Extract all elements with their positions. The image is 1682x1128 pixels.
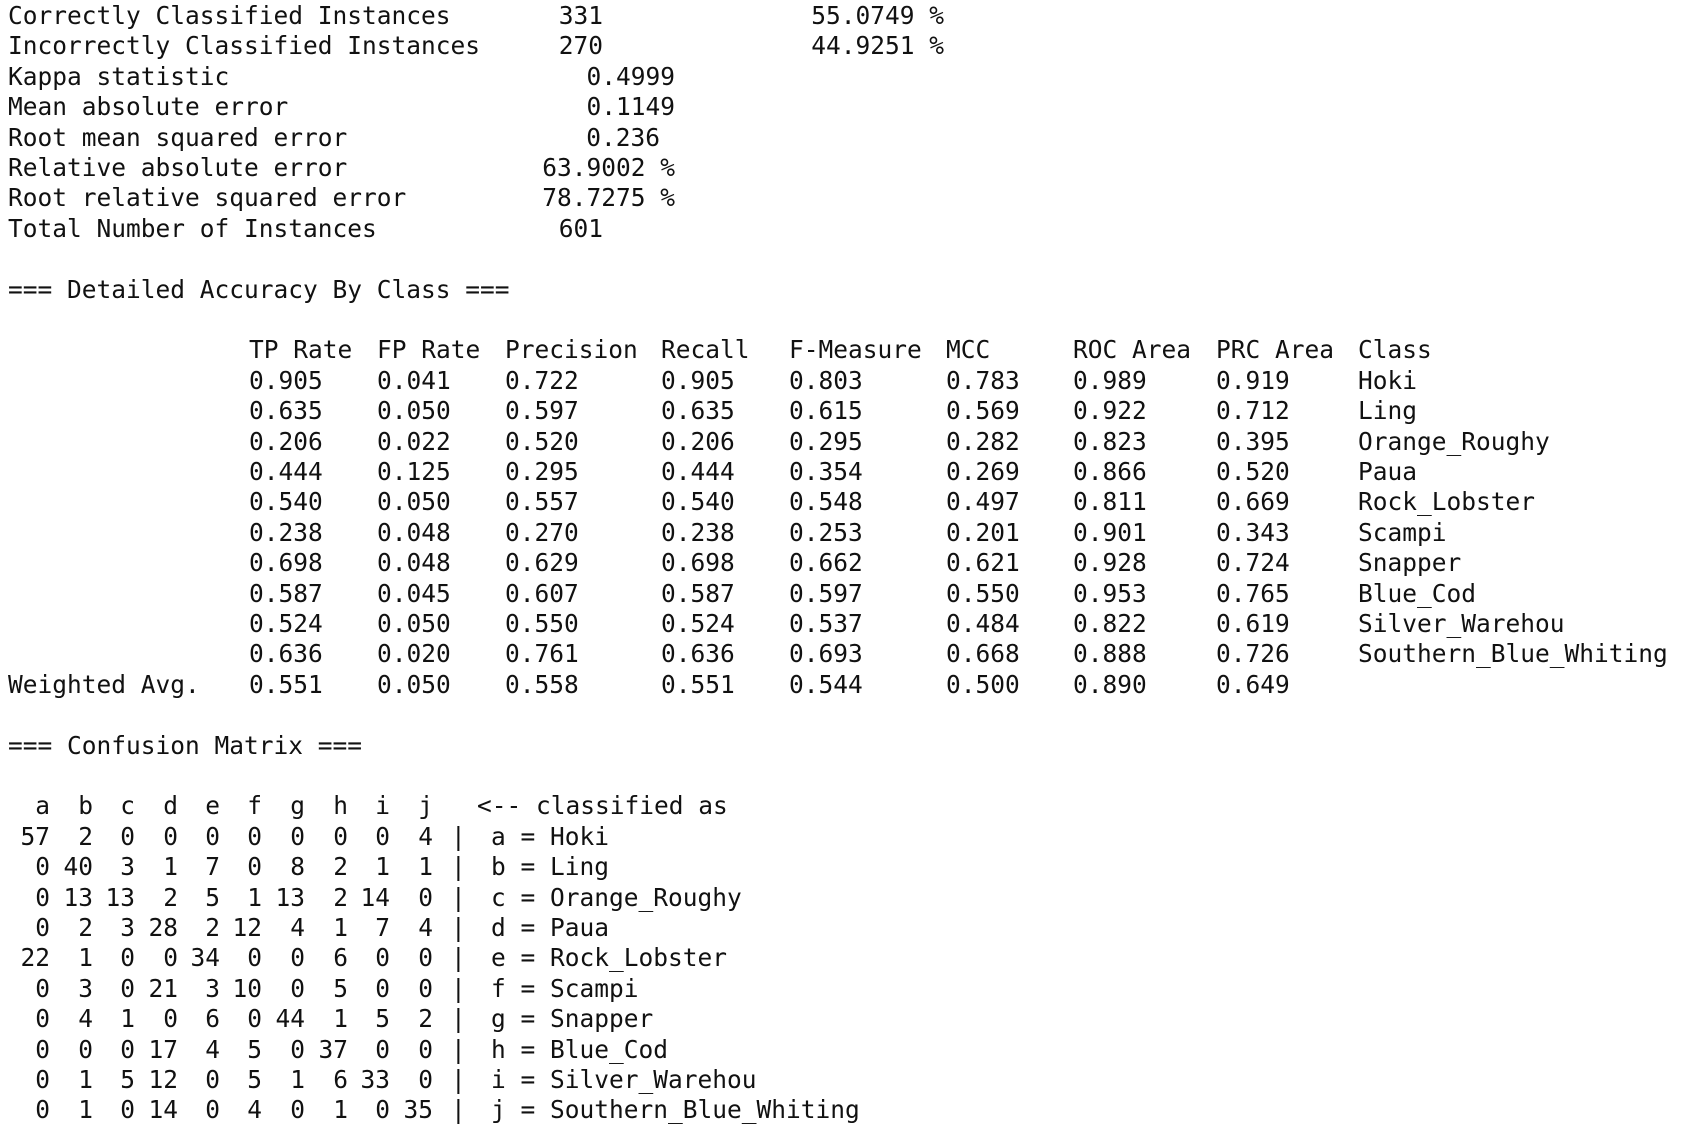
confusion-separator: | bbox=[451, 1004, 466, 1034]
accuracy-header: Recall bbox=[661, 335, 750, 365]
confusion-col-letter: c bbox=[120, 791, 135, 821]
confusion-cell: 0 bbox=[247, 821, 262, 851]
confusion-cell: 1 bbox=[78, 1095, 93, 1125]
classified-as-label: <-- classified as bbox=[477, 791, 728, 821]
confusion-separator: | bbox=[451, 1095, 466, 1125]
confusion-cell: 2 bbox=[418, 1004, 433, 1034]
accuracy-cell: 0.269 bbox=[946, 457, 1020, 486]
accuracy-header: FP Rate bbox=[377, 335, 481, 365]
accuracy-cell: 0.615 bbox=[789, 396, 863, 426]
confusion-col-letter: d bbox=[163, 791, 178, 821]
accuracy-cell: 0.888 bbox=[1073, 639, 1147, 669]
confusion-row-label: j = Southern_Blue_Whiting bbox=[491, 1095, 860, 1125]
summary-label: Mean absolute error bbox=[8, 92, 289, 122]
confusion-separator: | bbox=[451, 821, 466, 851]
confusion-cell: 0 bbox=[163, 1004, 178, 1034]
confusion-cell: 17 bbox=[148, 1034, 178, 1064]
confusion-cell: 5 bbox=[375, 1004, 390, 1034]
confusion-cell: 0 bbox=[375, 973, 390, 1003]
confusion-separator: | bbox=[451, 913, 466, 942]
confusion-title: === Confusion Matrix === bbox=[8, 730, 363, 760]
confusion-cell: 0 bbox=[35, 1004, 50, 1034]
confusion-cell: 4 bbox=[290, 913, 305, 942]
accuracy-cell: 0.890 bbox=[1073, 669, 1147, 699]
confusion-col-letter: h bbox=[333, 791, 348, 821]
accuracy-title: === Detailed Accuracy By Class === bbox=[8, 274, 510, 304]
accuracy-cell: 0.765 bbox=[1216, 578, 1290, 608]
accuracy-cell: 0.558 bbox=[505, 669, 579, 699]
confusion-row-label: c = Orange_Roughy bbox=[491, 882, 742, 912]
accuracy-cell: 0.866 bbox=[1073, 457, 1147, 486]
confusion-cell: 2 bbox=[333, 882, 348, 912]
confusion-cell: 6 bbox=[205, 1004, 220, 1034]
confusion-cell: 0 bbox=[120, 1095, 135, 1125]
confusion-cell: 33 bbox=[360, 1065, 390, 1094]
confusion-row-label: e = Rock_Lobster bbox=[491, 943, 728, 973]
confusion-cell: 6 bbox=[333, 1065, 348, 1094]
confusion-cell: 1 bbox=[78, 943, 93, 973]
confusion-cell: 0 bbox=[247, 1004, 262, 1034]
confusion-cell: 0 bbox=[120, 973, 135, 1003]
confusion-col-letter: a bbox=[35, 791, 50, 821]
accuracy-cell: 0.823 bbox=[1073, 426, 1147, 456]
accuracy-cell: 0.649 bbox=[1216, 669, 1290, 699]
accuracy-cell: 0.811 bbox=[1073, 487, 1147, 517]
confusion-cell: 0 bbox=[418, 973, 433, 1003]
summary-label: Kappa statistic bbox=[8, 61, 230, 91]
confusion-cell: 0 bbox=[35, 913, 50, 942]
accuracy-cell: 0.607 bbox=[505, 578, 579, 608]
accuracy-cell: 0.524 bbox=[661, 609, 735, 638]
accuracy-cell: 0.669 bbox=[1216, 487, 1290, 517]
confusion-col-letter: b bbox=[78, 791, 93, 821]
accuracy-cell: 0.500 bbox=[946, 669, 1020, 699]
accuracy-cell: 0.253 bbox=[789, 517, 863, 547]
accuracy-cell: 0.551 bbox=[661, 669, 735, 699]
confusion-cell: 0 bbox=[35, 1065, 50, 1094]
confusion-col-letter: e bbox=[205, 791, 220, 821]
accuracy-cell: 0.698 bbox=[661, 548, 735, 578]
accuracy-cell: 0.050 bbox=[377, 487, 451, 517]
accuracy-cell: 0.524 bbox=[249, 609, 323, 638]
summary-value: 601 bbox=[558, 213, 603, 243]
accuracy-cell: 0.712 bbox=[1216, 396, 1290, 426]
summary-label: Root relative squared error bbox=[8, 183, 407, 213]
accuracy-cell: 0.587 bbox=[661, 578, 735, 608]
summary-value: 331 bbox=[558, 1, 603, 30]
confusion-col-letter: f bbox=[247, 791, 262, 821]
accuracy-cell: 0.569 bbox=[946, 396, 1020, 426]
confusion-cell: 0 bbox=[290, 943, 305, 973]
confusion-cell: 1 bbox=[333, 1004, 348, 1034]
accuracy-cell: 0.354 bbox=[789, 457, 863, 486]
confusion-cell: 5 bbox=[333, 973, 348, 1003]
summary-value: 63.9002 % bbox=[542, 153, 675, 182]
accuracy-cell: 0.520 bbox=[1216, 457, 1290, 486]
confusion-cell: 35 bbox=[403, 1095, 433, 1125]
accuracy-cell: 0.238 bbox=[249, 517, 323, 547]
summary-label: Correctly Classified Instances bbox=[8, 1, 451, 30]
confusion-cell: 5 bbox=[247, 1034, 262, 1064]
accuracy-cell: 0.587 bbox=[249, 578, 323, 608]
accuracy-cell: 0.548 bbox=[789, 487, 863, 517]
confusion-cell: 1 bbox=[333, 1095, 348, 1125]
summary-percent: 44.9251 % bbox=[811, 31, 944, 61]
confusion-cell: 2 bbox=[78, 821, 93, 851]
accuracy-cell: 0.662 bbox=[789, 548, 863, 578]
confusion-cell: 0 bbox=[78, 1034, 93, 1064]
summary-label: Incorrectly Classified Instances bbox=[8, 31, 481, 61]
accuracy-class-name: Snapper bbox=[1358, 548, 1462, 578]
confusion-cell: 0 bbox=[120, 943, 135, 973]
accuracy-cell: 0.629 bbox=[505, 548, 579, 578]
confusion-cell: 14 bbox=[148, 1095, 178, 1125]
confusion-cell: 1 bbox=[375, 852, 390, 882]
accuracy-cell: 0.928 bbox=[1073, 548, 1147, 578]
confusion-row-label: h = Blue_Cod bbox=[491, 1034, 669, 1064]
accuracy-cell: 0.540 bbox=[249, 487, 323, 517]
confusion-cell: 3 bbox=[120, 852, 135, 882]
confusion-col-letter: j bbox=[418, 791, 433, 821]
confusion-cell: 3 bbox=[78, 973, 93, 1003]
confusion-cell: 0 bbox=[205, 821, 220, 851]
accuracy-cell: 0.201 bbox=[946, 517, 1020, 547]
confusion-cell: 2 bbox=[205, 913, 220, 942]
accuracy-cell: 0.668 bbox=[946, 639, 1020, 669]
accuracy-cell: 0.783 bbox=[946, 365, 1020, 395]
confusion-cell: 2 bbox=[163, 882, 178, 912]
confusion-cell: 0 bbox=[418, 1034, 433, 1064]
confusion-cell: 0 bbox=[163, 821, 178, 851]
accuracy-cell: 0.540 bbox=[661, 487, 735, 517]
confusion-col-letter: g bbox=[290, 791, 305, 821]
confusion-cell: 4 bbox=[205, 1034, 220, 1064]
confusion-cell: 44 bbox=[275, 1004, 305, 1034]
accuracy-cell: 0.724 bbox=[1216, 548, 1290, 578]
confusion-cell: 0 bbox=[418, 882, 433, 912]
accuracy-cell: 0.905 bbox=[661, 365, 735, 395]
accuracy-cell: 0.282 bbox=[946, 426, 1020, 456]
confusion-cell: 0 bbox=[35, 882, 50, 912]
confusion-cell: 5 bbox=[247, 1065, 262, 1094]
confusion-cell: 1 bbox=[333, 913, 348, 942]
accuracy-cell: 0.395 bbox=[1216, 426, 1290, 456]
confusion-cell: 4 bbox=[78, 1004, 93, 1034]
accuracy-cell: 0.497 bbox=[946, 487, 1020, 517]
accuracy-class-name: Silver_Warehou bbox=[1358, 609, 1565, 638]
confusion-row-label: a = Hoki bbox=[491, 821, 610, 851]
accuracy-cell: 0.206 bbox=[661, 426, 735, 456]
confusion-cell: 14 bbox=[360, 882, 390, 912]
confusion-cell: 4 bbox=[418, 821, 433, 851]
confusion-cell: 13 bbox=[275, 882, 305, 912]
confusion-cell: 0 bbox=[35, 1095, 50, 1125]
confusion-cell: 34 bbox=[190, 943, 220, 973]
confusion-row-label: i = Silver_Warehou bbox=[491, 1065, 757, 1094]
confusion-cell: 0 bbox=[290, 821, 305, 851]
accuracy-cell: 0.822 bbox=[1073, 609, 1147, 638]
summary-label: Root mean squared error bbox=[8, 122, 348, 152]
confusion-cell: 0 bbox=[290, 1034, 305, 1064]
accuracy-cell: 0.636 bbox=[249, 639, 323, 669]
confusion-separator: | bbox=[451, 973, 466, 1003]
confusion-cell: 0 bbox=[35, 973, 50, 1003]
confusion-cell: 2 bbox=[78, 913, 93, 942]
accuracy-class-name: Southern_Blue_Whiting bbox=[1358, 639, 1668, 669]
accuracy-cell: 0.803 bbox=[789, 365, 863, 395]
confusion-cell: 28 bbox=[148, 913, 178, 942]
accuracy-cell: 0.343 bbox=[1216, 517, 1290, 547]
confusion-cell: 0 bbox=[375, 821, 390, 851]
accuracy-cell: 0.901 bbox=[1073, 517, 1147, 547]
accuracy-cell: 0.041 bbox=[377, 365, 451, 395]
accuracy-cell: 0.761 bbox=[505, 639, 579, 669]
accuracy-cell: 0.922 bbox=[1073, 396, 1147, 426]
accuracy-cell: 0.636 bbox=[661, 639, 735, 669]
accuracy-cell: 0.022 bbox=[377, 426, 451, 456]
confusion-cell: 4 bbox=[418, 913, 433, 942]
confusion-row-label: d = Paua bbox=[491, 913, 610, 942]
confusion-cell: 22 bbox=[20, 943, 50, 973]
accuracy-cell: 0.989 bbox=[1073, 365, 1147, 395]
accuracy-cell: 0.693 bbox=[789, 639, 863, 669]
accuracy-cell: 0.557 bbox=[505, 487, 579, 517]
accuracy-cell: 0.238 bbox=[661, 517, 735, 547]
confusion-cell: 4 bbox=[247, 1095, 262, 1125]
accuracy-cell: 0.726 bbox=[1216, 639, 1290, 669]
confusion-cell: 13 bbox=[63, 882, 93, 912]
accuracy-cell: 0.020 bbox=[377, 639, 451, 669]
confusion-row-label: b = Ling bbox=[491, 852, 610, 882]
accuracy-cell: 0.295 bbox=[789, 426, 863, 456]
accuracy-cell: 0.537 bbox=[789, 609, 863, 638]
accuracy-cell: 0.597 bbox=[505, 396, 579, 426]
confusion-cell: 8 bbox=[290, 852, 305, 882]
confusion-cell: 37 bbox=[318, 1034, 348, 1064]
accuracy-row-label: Weighted Avg. bbox=[8, 669, 200, 699]
confusion-cell: 0 bbox=[163, 943, 178, 973]
confusion-cell: 0 bbox=[333, 821, 348, 851]
confusion-cell: 0 bbox=[418, 943, 433, 973]
accuracy-cell: 0.045 bbox=[377, 578, 451, 608]
accuracy-header: Class bbox=[1358, 335, 1432, 365]
accuracy-cell: 0.048 bbox=[377, 517, 451, 547]
confusion-row-label: f = Scampi bbox=[491, 973, 639, 1003]
confusion-cell: 7 bbox=[375, 913, 390, 942]
accuracy-class-name: Paua bbox=[1358, 457, 1418, 486]
summary-value: 0.1149 bbox=[586, 92, 675, 122]
accuracy-cell: 0.621 bbox=[946, 548, 1020, 578]
confusion-cell: 0 bbox=[35, 852, 50, 882]
confusion-cell: 0 bbox=[120, 1034, 135, 1064]
summary-label: Relative absolute error bbox=[8, 153, 348, 182]
accuracy-cell: 0.206 bbox=[249, 426, 323, 456]
accuracy-header: F-Measure bbox=[789, 335, 922, 365]
accuracy-cell: 0.048 bbox=[377, 548, 451, 578]
confusion-cell: 0 bbox=[205, 1095, 220, 1125]
summary-label: Total Number of Instances bbox=[8, 213, 377, 243]
accuracy-cell: 0.125 bbox=[377, 457, 451, 486]
accuracy-header: Precision bbox=[505, 335, 638, 365]
accuracy-cell: 0.905 bbox=[249, 365, 323, 395]
confusion-cell: 0 bbox=[205, 1065, 220, 1094]
accuracy-cell: 0.953 bbox=[1073, 578, 1147, 608]
confusion-cell: 1 bbox=[418, 852, 433, 882]
confusion-separator: | bbox=[451, 852, 466, 882]
accuracy-class-name: Hoki bbox=[1358, 365, 1418, 395]
confusion-cell: 12 bbox=[232, 913, 262, 942]
accuracy-cell: 0.295 bbox=[505, 457, 579, 486]
summary-percent: 55.0749 % bbox=[811, 1, 944, 30]
confusion-cell: 13 bbox=[105, 882, 135, 912]
confusion-cell: 21 bbox=[148, 973, 178, 1003]
confusion-cell: 0 bbox=[418, 1065, 433, 1094]
confusion-cell: 12 bbox=[148, 1065, 178, 1094]
confusion-cell: 3 bbox=[120, 913, 135, 942]
accuracy-header: PRC Area bbox=[1216, 335, 1335, 365]
accuracy-cell: 0.520 bbox=[505, 426, 579, 456]
accuracy-class-name: Orange_Roughy bbox=[1358, 426, 1550, 456]
confusion-cell: 0 bbox=[290, 1095, 305, 1125]
confusion-cell: 1 bbox=[120, 1004, 135, 1034]
confusion-cell: 5 bbox=[205, 882, 220, 912]
confusion-separator: | bbox=[451, 943, 466, 973]
confusion-cell: 6 bbox=[333, 943, 348, 973]
accuracy-cell: 0.698 bbox=[249, 548, 323, 578]
confusion-separator: | bbox=[451, 1065, 466, 1094]
accuracy-cell: 0.635 bbox=[249, 396, 323, 426]
accuracy-class-name: Rock_Lobster bbox=[1358, 487, 1536, 517]
accuracy-cell: 0.444 bbox=[661, 457, 735, 486]
accuracy-cell: 0.551 bbox=[249, 669, 323, 699]
accuracy-cell: 0.544 bbox=[789, 669, 863, 699]
confusion-cell: 57 bbox=[20, 821, 50, 851]
confusion-cell: 7 bbox=[205, 852, 220, 882]
confusion-cell: 1 bbox=[247, 882, 262, 912]
confusion-cell: 10 bbox=[232, 973, 262, 1003]
accuracy-cell: 0.635 bbox=[661, 396, 735, 426]
confusion-cell: 0 bbox=[247, 943, 262, 973]
summary-value: 270 bbox=[558, 31, 603, 61]
accuracy-cell: 0.597 bbox=[789, 578, 863, 608]
accuracy-cell: 0.550 bbox=[505, 609, 579, 638]
accuracy-cell: 0.619 bbox=[1216, 609, 1290, 638]
accuracy-header: ROC Area bbox=[1073, 335, 1192, 365]
confusion-cell: 0 bbox=[375, 1034, 390, 1064]
confusion-cell: 2 bbox=[333, 852, 348, 882]
accuracy-cell: 0.270 bbox=[505, 517, 579, 547]
confusion-cell: 0 bbox=[375, 1095, 390, 1125]
accuracy-cell: 0.722 bbox=[505, 365, 579, 395]
accuracy-class-name: Blue_Cod bbox=[1358, 578, 1477, 608]
accuracy-cell: 0.050 bbox=[377, 669, 451, 699]
confusion-separator: | bbox=[451, 882, 466, 912]
accuracy-header: TP Rate bbox=[249, 335, 353, 365]
confusion-cell: 1 bbox=[78, 1065, 93, 1094]
accuracy-header: MCC bbox=[946, 335, 991, 365]
confusion-cell: 0 bbox=[120, 821, 135, 851]
accuracy-cell: 0.050 bbox=[377, 396, 451, 426]
confusion-cell: 5 bbox=[120, 1065, 135, 1094]
accuracy-cell: 0.050 bbox=[377, 609, 451, 638]
accuracy-cell: 0.444 bbox=[249, 457, 323, 486]
confusion-cell: 1 bbox=[163, 852, 178, 882]
confusion-cell: 0 bbox=[375, 943, 390, 973]
summary-value: 78.7275 % bbox=[542, 183, 675, 213]
confusion-cell: 0 bbox=[290, 973, 305, 1003]
confusion-cell: 3 bbox=[205, 973, 220, 1003]
confusion-cell: 40 bbox=[63, 852, 93, 882]
confusion-cell: 1 bbox=[290, 1065, 305, 1094]
confusion-separator: | bbox=[451, 1034, 466, 1064]
summary-value: 0.236 bbox=[586, 122, 660, 152]
confusion-row-label: g = Snapper bbox=[491, 1004, 654, 1034]
summary-value: 0.4999 bbox=[586, 61, 675, 91]
accuracy-class-name: Ling bbox=[1358, 396, 1418, 426]
confusion-col-letter: i bbox=[375, 791, 390, 821]
accuracy-cell: 0.484 bbox=[946, 609, 1020, 638]
accuracy-class-name: Scampi bbox=[1358, 517, 1447, 547]
confusion-cell: 0 bbox=[247, 852, 262, 882]
confusion-cell: 0 bbox=[35, 1034, 50, 1064]
accuracy-cell: 0.919 bbox=[1216, 365, 1290, 395]
accuracy-cell: 0.550 bbox=[946, 578, 1020, 608]
